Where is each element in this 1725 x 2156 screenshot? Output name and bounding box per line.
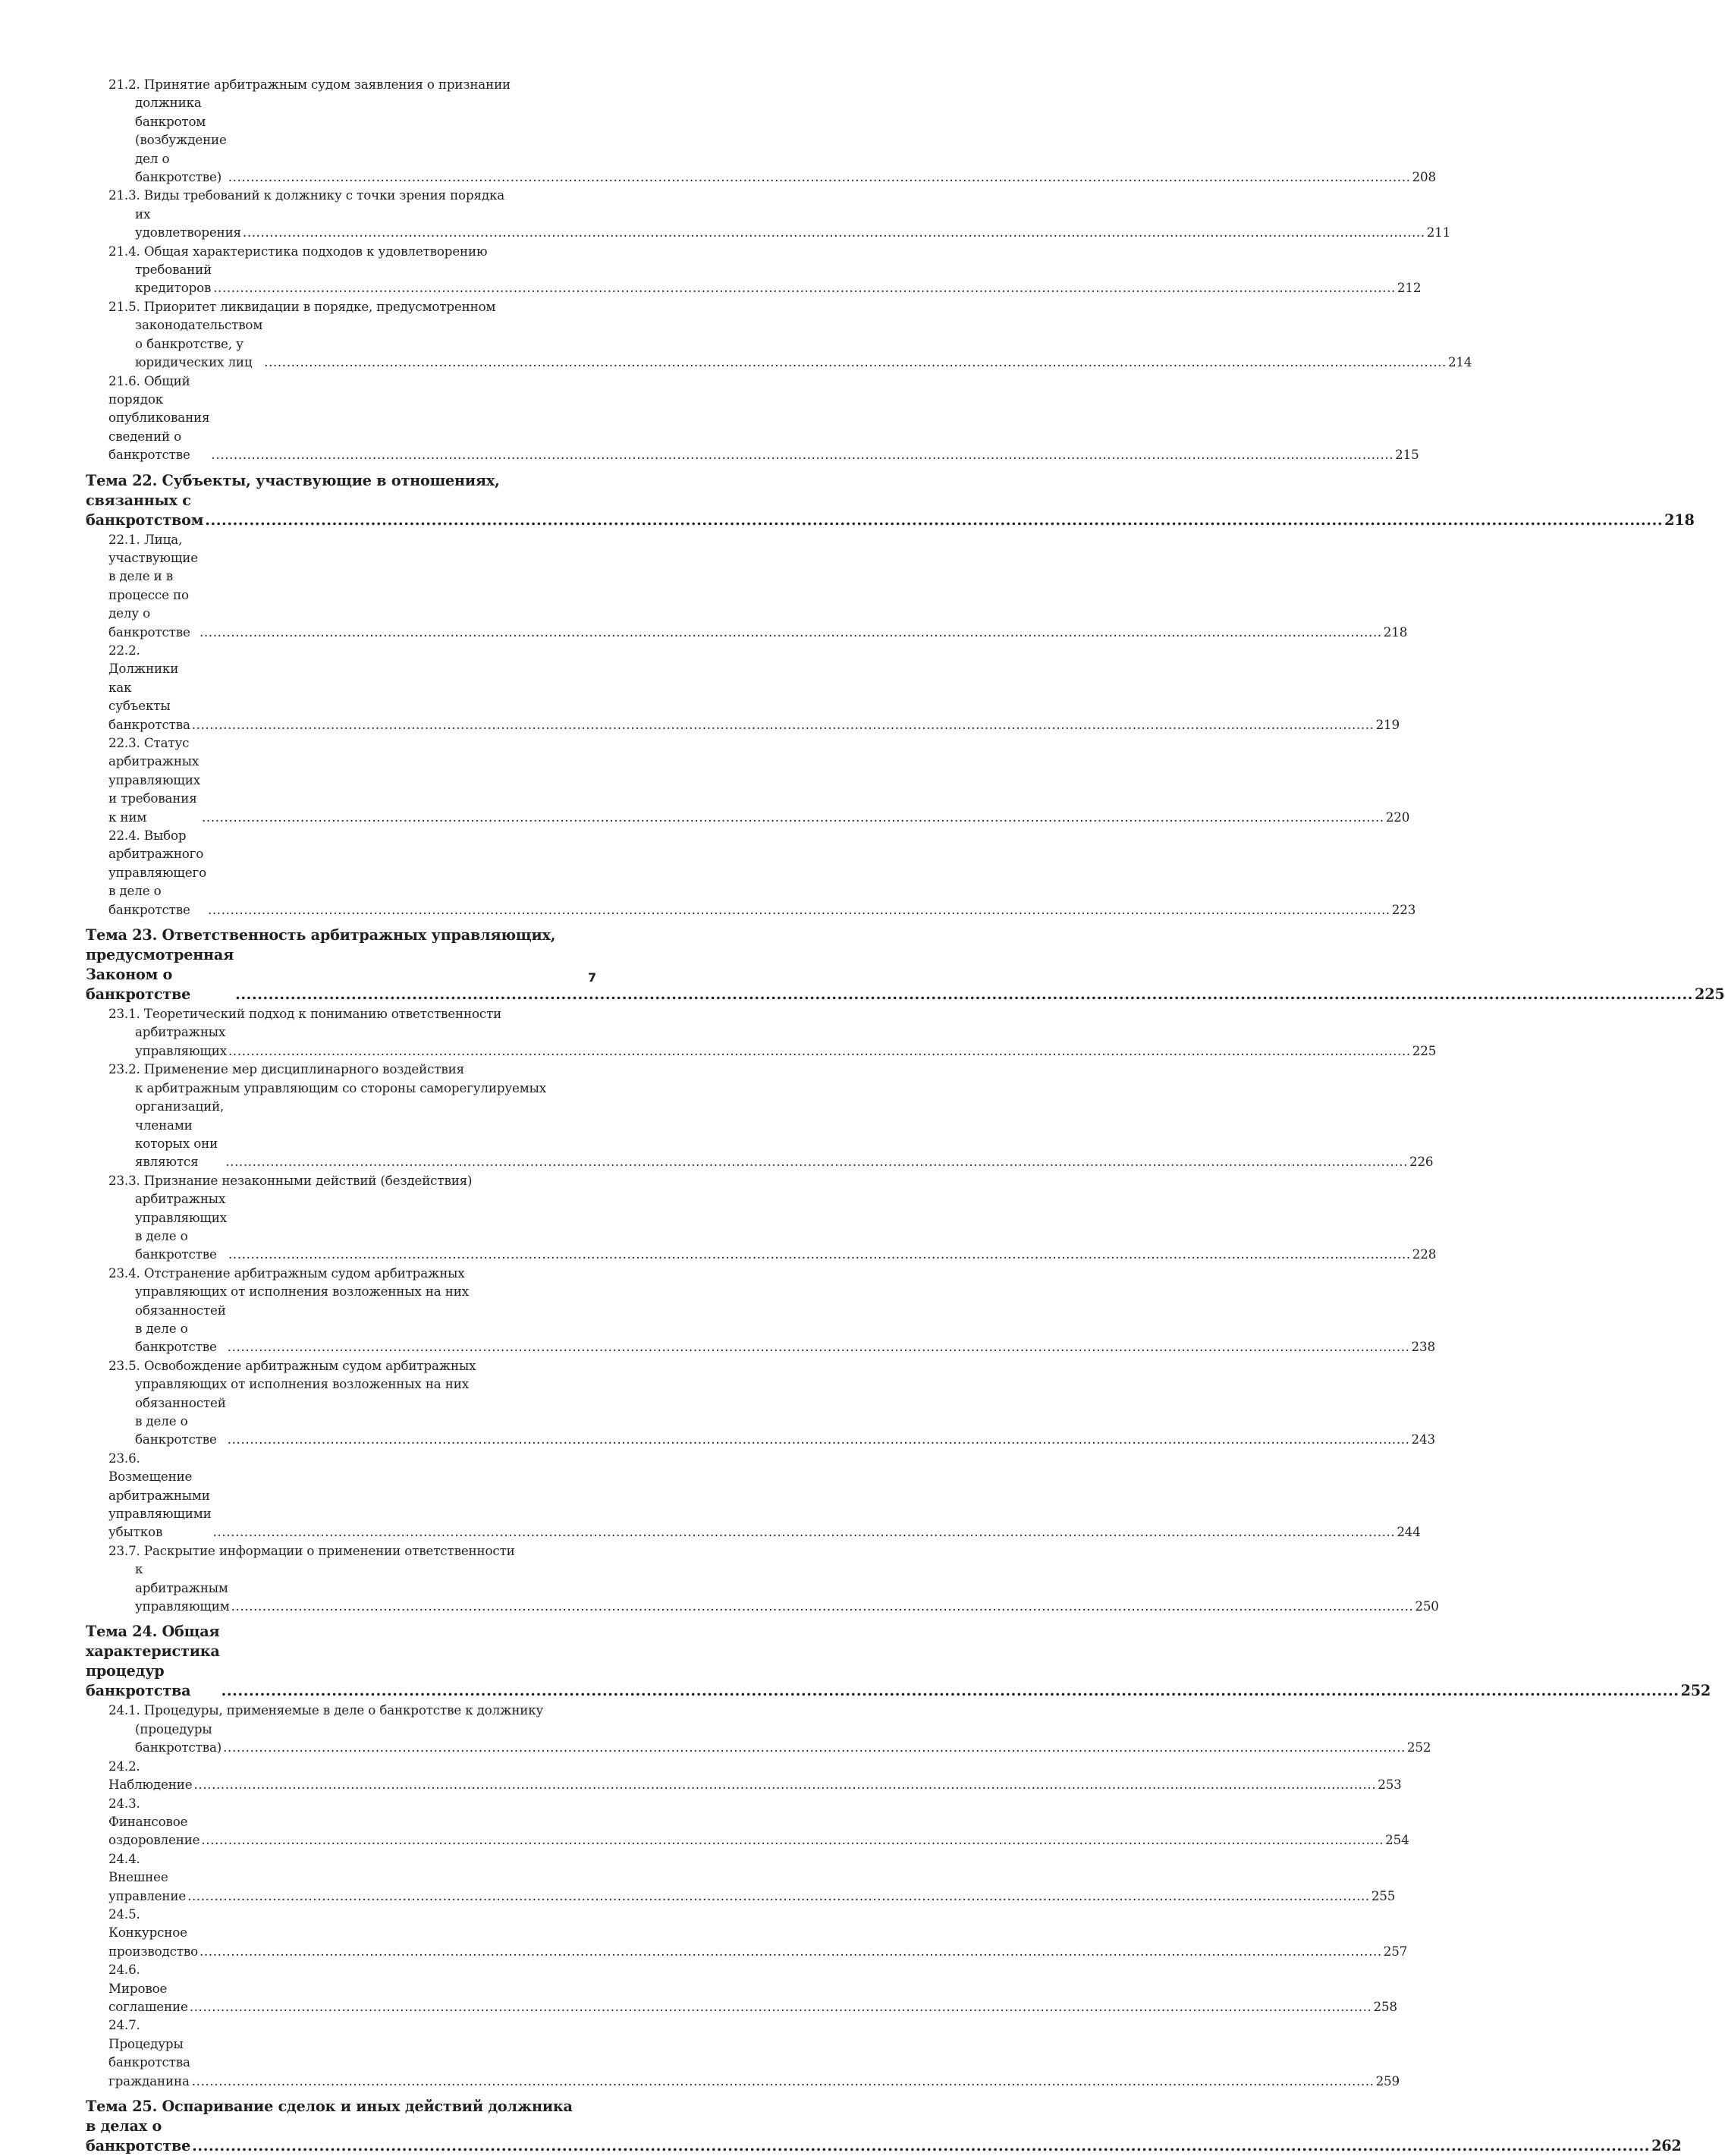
toc-page-number: 214 [1447, 354, 1472, 370]
toc-entry-title: 23.6. Возмещение арбитражными управляющими убытков [108, 1450, 212, 1540]
toc-section-entry [86, 242, 1422, 297]
toc-section-entry [86, 734, 1410, 826]
toc-topic-entry [86, 2097, 1682, 2156]
toc-page-number: 215 [1395, 447, 1419, 463]
toc-section-entry [86, 1542, 1439, 1616]
toc-page-number: 250 [1415, 1598, 1439, 1614]
toc-page-number: 223 [1391, 901, 1416, 917]
toc-entry-title: к арбитражным управляющим со стороны саморегулируемых [135, 1080, 547, 1095]
toc-entry-title: 21.3. Виды требований к должнику с точки зрения порядка [108, 187, 505, 203]
toc-section-entry [86, 2016, 1400, 2090]
dot-leader [205, 511, 1663, 530]
dot-leader [231, 1597, 1414, 1615]
dot-leader [211, 445, 1394, 464]
toc-page-number: 257 [1383, 1943, 1408, 1959]
dot-leader [243, 223, 1425, 241]
dot-leader [193, 1775, 1376, 1793]
toc-page-number: 252 [1680, 1682, 1711, 1700]
toc-topic-entry [86, 1622, 1711, 1701]
toc-entry-title: Тема 23. Ответственность арбитражных управляющих, [86, 926, 556, 944]
toc-section-entry [86, 1264, 1435, 1356]
toc-entry-title: 23.5. Освобождение арбитражным судом арбитражных [108, 1357, 476, 1373]
toc-entry-title: законодательством о банкротстве, у юридических лиц [135, 317, 263, 370]
dot-leader [201, 1831, 1384, 1849]
toc-entry-title: 23.2. Применение мер дисциплинарного воздействия [108, 1061, 464, 1077]
page-number: 7 [588, 970, 597, 985]
toc-section-entry [86, 1960, 1397, 2016]
toc-page-number: 226 [1409, 1154, 1434, 1170]
toc-page-number: 259 [1375, 2073, 1400, 2088]
toc-entry-title: 23.7. Раскрытие информации о применении ответственности [108, 1542, 515, 1558]
toc-section-entry [86, 1701, 1431, 1756]
table-of-contents [86, 75, 1725, 2156]
toc-entry-title: к арбитражным управляющим [135, 1561, 230, 1614]
toc-entry-title: 24.7. Процедуры банкротства гражданина [108, 2017, 190, 2088]
toc-entry-title: 24.5. Конкурсное производство [108, 1906, 199, 1959]
toc-section-entry [86, 297, 1472, 372]
toc-section-entry [86, 75, 1436, 186]
toc-entry-title: 24.4. Внешнее управление [108, 1850, 187, 1903]
toc-page-number: 253 [1378, 1777, 1402, 1793]
dot-leader [228, 1337, 1410, 1356]
toc-page-number: 255 [1371, 1887, 1396, 1903]
toc-section-entry [86, 1794, 1409, 1850]
toc-page-number: 220 [1385, 809, 1410, 825]
toc-section-entry [86, 641, 1400, 734]
toc-entry-title: арбитражных управляющих [135, 1024, 228, 1058]
toc-entry-title: 23.4. Отстранение арбитражным судом арбитражных [108, 1265, 465, 1281]
toc-section-entry [86, 1060, 1434, 1171]
toc-entry-title: 22.1. Лица, участвующие в деле и в процессе по делу о банкротстве [108, 531, 198, 640]
toc-section-entry [86, 1171, 1437, 1264]
toc-section-entry [86, 530, 1408, 641]
dot-leader [223, 1738, 1406, 1756]
toc-page-number: 211 [1426, 225, 1451, 240]
dot-leader [208, 900, 1390, 919]
toc-entry-title: 21.5. Приоритет ликвидации в порядке, предусмотренном [108, 298, 496, 314]
toc-entry-title: их удовлетворения [135, 206, 241, 240]
dot-leader [200, 1942, 1382, 1960]
toc-entry-title: 24.1. Процедуры, применяемые в деле о банкротстве к должнику [108, 1702, 544, 1718]
toc-topic-entry [86, 471, 1695, 530]
dot-leader [192, 2072, 1375, 2090]
toc-page-number: 208 [1412, 169, 1436, 185]
toc-entry-title: 22.2. Должники как субъекты банкротства [108, 642, 190, 732]
toc-section-entry [86, 1004, 1437, 1060]
toc-entry-title: (процедуры банкротства) [135, 1721, 222, 1755]
dot-leader [235, 985, 1693, 1004]
toc-entry-title: 24.3. Финансовое оздоровление [108, 1795, 200, 1848]
toc-entry-title: 24.6. Мировое соглашение [108, 1962, 188, 2014]
toc-page-number: 244 [1397, 1524, 1421, 1540]
dot-leader [213, 1523, 1396, 1541]
toc-section-entry [86, 826, 1416, 919]
toc-section-entry [86, 186, 1451, 241]
toc-section-entry [86, 372, 1419, 464]
dot-leader [228, 1042, 1411, 1060]
toc-entry-title: предусмотренная Законом о банкротстве [86, 946, 234, 1004]
toc-page-number: 258 [1373, 1998, 1397, 2014]
toc-entry-title: управляющих от исполнения возложенных на них [135, 1376, 469, 1392]
toc-entry-title: 24.2. Наблюдение [108, 1758, 193, 1793]
dot-leader [228, 168, 1411, 186]
toc-page-number: 218 [1664, 511, 1695, 529]
dot-leader [192, 2136, 1650, 2156]
toc-entry-title: Тема 22. Субъекты, участвующие в отношениях, [86, 471, 500, 489]
dot-leader [202, 808, 1384, 826]
toc-topic-entry [86, 926, 1725, 1004]
toc-section-entry [86, 1850, 1396, 1905]
toc-entry-title: Тема 24. Общая характеристика процедур банкротства [86, 1623, 220, 1700]
dot-leader [225, 1152, 1408, 1171]
dot-leader [187, 1887, 1370, 1905]
dot-leader [228, 1430, 1410, 1448]
toc-entry-title: 22.4. Выбор арбитражного управляющего в деле о банкротстве [108, 828, 207, 917]
toc-entry-title: организаций, членами которых они являются [135, 1098, 225, 1170]
toc-section-entry [86, 1757, 1402, 1794]
toc-section-entry [86, 1449, 1421, 1542]
toc-entry-title: 21.6. Общий порядок опубликования сведений о банкротстве [108, 372, 210, 463]
toc-entry-title: обязанностей в деле о банкротстве [135, 1302, 226, 1355]
toc-page-number: 252 [1406, 1740, 1431, 1755]
dot-leader [222, 1681, 1679, 1701]
toc-page-number: 238 [1411, 1339, 1435, 1355]
toc-entry-title: связанных с банкротством [86, 491, 204, 529]
dot-leader [228, 1245, 1411, 1263]
toc-entry-title: 21.2. Принятие арбитражным судом заявления о признании [108, 77, 511, 92]
toc-entry-title: требований кредиторов [135, 262, 212, 296]
toc-entry-title: в делах о банкротстве [86, 2117, 191, 2154]
toc-page-number: 212 [1397, 280, 1422, 296]
toc-section-entry [86, 1356, 1435, 1449]
toc-entry-title: 22.3. Статус арбитражных управляющих и требования к ним [108, 735, 201, 825]
toc-entry-title: 21.4. Общая характеристика подходов к удовлетворению [108, 243, 488, 259]
toc-page-number: 243 [1411, 1432, 1435, 1447]
dot-leader [190, 1997, 1372, 2016]
toc-page-number: 225 [1412, 1042, 1437, 1058]
toc-page-number: 262 [1651, 2137, 1682, 2154]
toc-entry-title: арбитражных управляющих в деле о банкротстве [135, 1191, 228, 1262]
toc-page-number: 228 [1412, 1246, 1437, 1262]
dot-leader [192, 715, 1375, 734]
toc-page-number: 254 [1385, 1832, 1409, 1848]
toc-entry-title: должника банкротом (возбуждение дел о банкротстве) [135, 95, 227, 185]
toc-page-number: 219 [1375, 716, 1400, 732]
dot-leader [200, 623, 1382, 641]
dot-leader [213, 278, 1396, 297]
toc-entry-title: управляющих от исполнения возложенных на них [135, 1284, 469, 1300]
toc-entry-title: Тема 25. Оспаривание сделок и иных действий должника [86, 2098, 573, 2115]
toc-entry-title: 23.1. Теоретический подход к пониманию ответственности [108, 1006, 502, 1022]
toc-entry-title: обязанностей в деле о банкротстве [135, 1394, 226, 1447]
dot-leader [264, 353, 1447, 371]
toc-page-number: 218 [1383, 624, 1408, 640]
toc-section-entry [86, 1905, 1408, 1960]
toc-entry-title: 23.3. Признание незаконными действий (бездействия) [108, 1172, 473, 1188]
toc-page-number: 225 [1695, 985, 1725, 1004]
